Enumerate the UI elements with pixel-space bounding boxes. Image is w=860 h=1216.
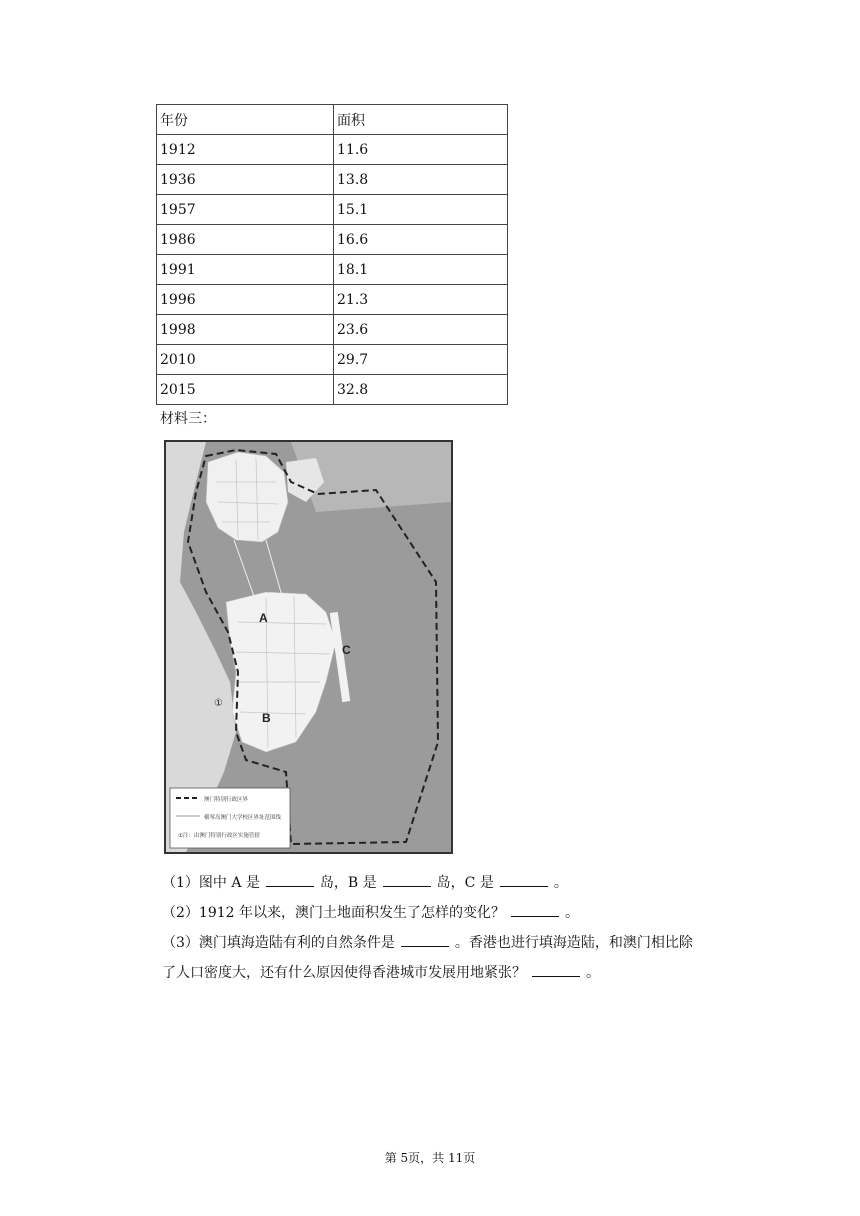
area-cell: 23.6	[334, 315, 508, 345]
question-3-text-b: 。香港也进行填海造陆，和澳门相比除	[454, 935, 693, 951]
table-row	[157, 375, 508, 405]
area-table	[156, 104, 508, 405]
question-3-text-a: （3）澳门填海造陆有利的自然条件是	[162, 935, 395, 951]
area-cell: 21.3	[334, 285, 508, 315]
question-3-text-c: 了人口密度大，还有什么原因使得香港城市发展用地紧张？	[162, 965, 526, 981]
area-cell: 13.8	[334, 165, 508, 195]
answer-blank-a[interactable]	[266, 872, 314, 887]
question-3-end: 。	[586, 965, 600, 981]
map-label-c: C	[342, 643, 351, 657]
answer-blank-3b[interactable]	[532, 962, 580, 977]
area-cell: 15.1	[334, 195, 508, 225]
question-2-text: （2）1912 年以来，澳门土地面积发生了怎样的变化？	[162, 905, 505, 921]
year-cell: 1957	[157, 195, 334, 225]
legend-boundary: 澳门特别行政区界	[204, 797, 249, 803]
legend-note: ①注：由澳门特别行政区实施管辖	[178, 833, 260, 839]
answer-blank-c[interactable]	[500, 872, 548, 887]
table-header-area: 面积	[334, 105, 508, 135]
year-cell: 2015	[157, 375, 334, 405]
area-cell: 11.6	[334, 135, 508, 165]
question-1	[162, 872, 568, 892]
area-cell: 32.8	[334, 375, 508, 405]
year-cell: 1936	[157, 165, 334, 195]
year-cell: 1996	[157, 285, 334, 315]
table-row	[157, 285, 508, 315]
question-1-text-a: （1）图中 A 是	[162, 875, 260, 891]
answer-blank-b[interactable]	[383, 872, 431, 887]
year-cell: 1912	[157, 135, 334, 165]
table-header-year: 年份	[157, 105, 334, 135]
map-label-circle-1: ①	[214, 698, 223, 709]
question-1-text-b: 岛，B 是	[319, 875, 377, 891]
table-row	[157, 195, 508, 225]
year-cell: 1986	[157, 225, 334, 255]
year-cell: 2010	[157, 345, 334, 375]
map-label-b: B	[262, 711, 271, 725]
question-2-end: 。	[565, 905, 579, 921]
question-1-end: 。	[553, 875, 568, 891]
year-cell: 1991	[157, 255, 334, 285]
area-cell: 29.7	[334, 345, 508, 375]
table-row	[157, 225, 508, 255]
map-label-a: A	[259, 611, 268, 625]
material-3-label: 材料三：	[160, 411, 216, 427]
macau-map	[164, 440, 453, 854]
year-cell: 1998	[157, 315, 334, 345]
question-2	[162, 902, 579, 922]
answer-blank-3a[interactable]	[401, 932, 449, 947]
table-row	[157, 165, 508, 195]
question-1-text-c: 岛，C 是	[436, 875, 494, 891]
legend-university: 横琴岛澳门大学校区界址范围线	[204, 815, 282, 821]
question-3-continued	[162, 962, 600, 982]
question-3	[162, 932, 693, 952]
table-row	[157, 345, 508, 375]
area-cell: 18.1	[334, 255, 508, 285]
table-row	[157, 315, 508, 345]
table-row	[157, 255, 508, 285]
page-footer: 第 5页，共 11页	[384, 1151, 476, 1165]
answer-blank-2[interactable]	[511, 902, 559, 917]
table-header-row	[157, 105, 508, 135]
area-cell: 16.6	[334, 225, 508, 255]
table-row	[157, 135, 508, 165]
